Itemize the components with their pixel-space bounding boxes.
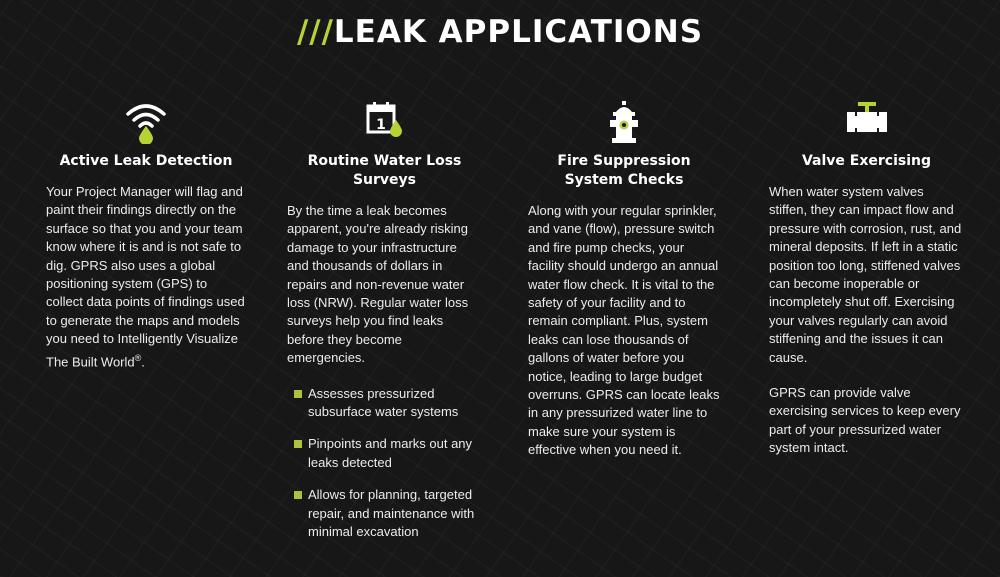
column-text: When water system valves stiffen, they can impact flow and pressure with corrosion, rust, and mineral deposits. If left in a static position too long, stiffened valves can become inoperable or incompletely shut off. Exercising your valves regularly can avoid stiffening and the issues it can cause.	[769, 184, 962, 365]
bullet-square-icon	[294, 390, 302, 398]
calendar-drop-icon	[287, 100, 482, 138]
list-item: Allows for planning, targeted repair, and maintenance with minimal excavation	[287, 486, 482, 541]
column-routine-water-loss-surveys	[287, 100, 482, 556]
registered-mark: ®	[134, 352, 142, 363]
column-title: Active Leak Detection	[59, 153, 233, 169]
list-item: Assesses pressurized subsurface water systems	[287, 385, 482, 422]
column-text: By the time a leak becomes apparent, you're already risking damage to your infrastructure and thousands of dollars in repairs and non-revenue water loss (NRW). Regular water loss surveys help you find leaks before they become emergencies.	[287, 203, 469, 366]
title-slashes: ///	[296, 14, 334, 50]
column-title: Routine Water Loss Surveys	[307, 153, 462, 188]
bullet-list	[287, 385, 482, 542]
title-text: LEAK APPLICATIONS	[333, 14, 704, 50]
valve-icon	[769, 100, 964, 138]
svg-text:1: 1	[375, 117, 386, 133]
wifi-drop-icon	[46, 100, 246, 138]
column-text: GPRS can provide valve exercising services to keep every part of your pressurized water system intact.	[769, 385, 961, 456]
column-fire-suppression-system-checks	[528, 100, 720, 477]
fire-hydrant-icon	[528, 100, 720, 138]
bullet-square-icon	[294, 440, 302, 448]
column-valve-exercising	[769, 100, 964, 475]
page-title	[0, 14, 1000, 50]
column-title: Fire Suppression System Checks	[557, 153, 691, 188]
list-item: Pinpoints and marks out any leaks detected	[287, 435, 482, 472]
column-active-leak-detection	[46, 100, 246, 388]
column-text: Your Project Manager will flag and paint their findings directly on the surface so that you and your team know where it is and is not safe to dig. GPRS also uses a global positioning system (GPS) to collect data points of findings used to generate the maps and models you need to Intelligently Visualize The Built World®.	[46, 184, 245, 369]
bullet-square-icon	[294, 491, 302, 499]
column-title: Valve Exercising	[801, 153, 932, 169]
column-text: Along with your regular sprinkler, and vane (flow), pressure switch and fire pump checks, your facility should undergo an annual water flow check. It is vital to the safety of your facility and to remain compliant. Plus, system leaks can lose thousands of gallons of water before you notice, leading to large budget overruns. GPRS can locate leaks in any pressurized water line to make sure your system is effective when you need it.	[528, 203, 720, 458]
